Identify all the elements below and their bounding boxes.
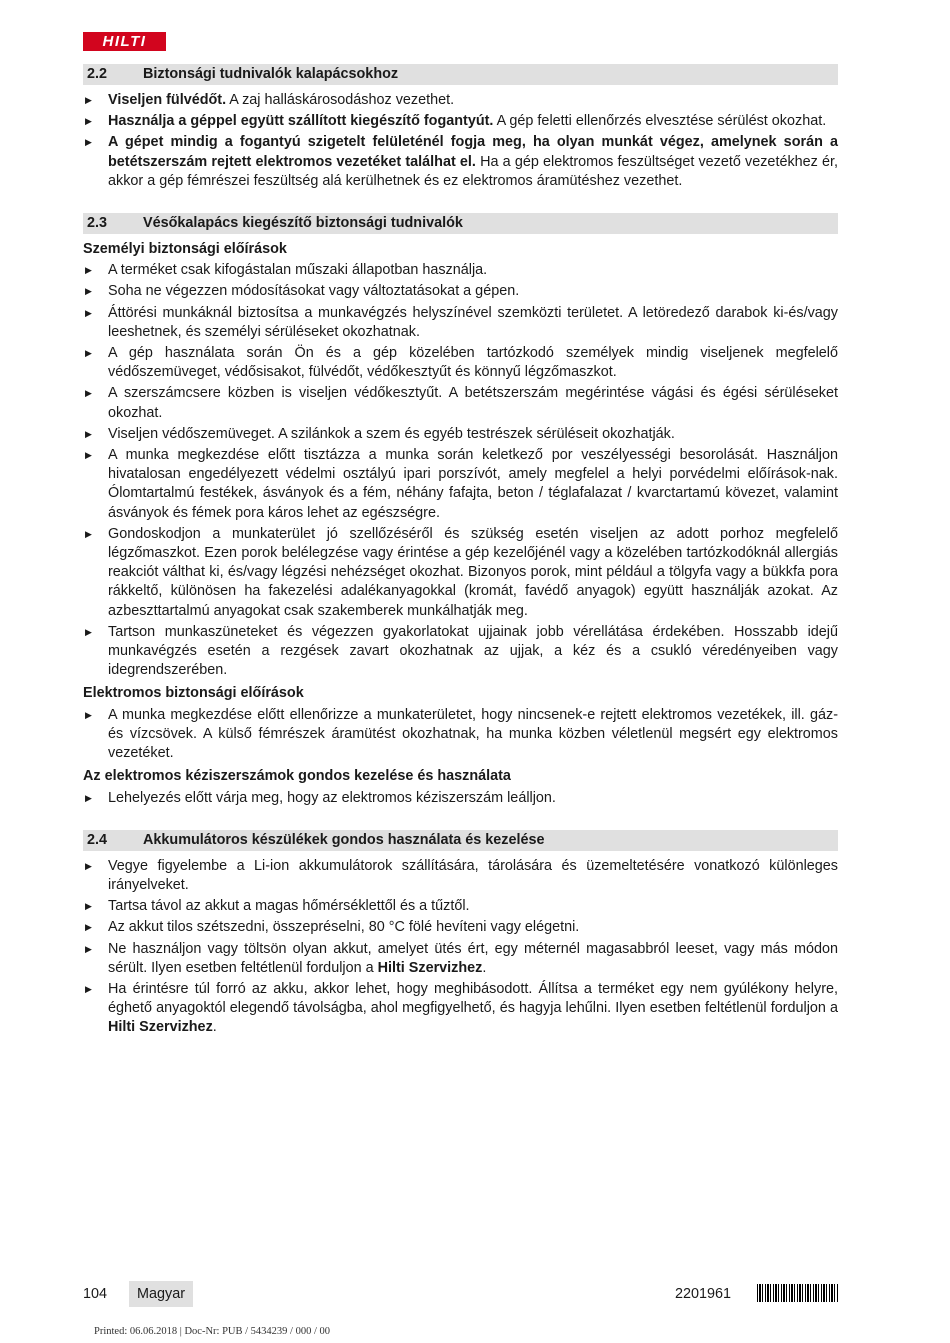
list-item [83,133,838,191]
item-text: Ha a gép elektromos feszültséget vezető vezetékhez ér, akkor a gép fémrészei feszültség alá kerülhetnek és ez elektromos áramütéshez vezethet. [108,153,838,189]
list-item [83,384,838,422]
item-bold-text: Hilti Szervizhez [377,959,483,976]
bullet-icon: ▶ [85,709,92,720]
item-text: Gondoskodjon a munkaterület jó szellőzéséről és szükség esetén viseljen az adott porhoz megfelelő légzőmaszkot. Ezen porok belélegzése vagy érintése a gép kezelőjénél vagy a közelében tartózkodóknál allergiás reakciót válthat ki, és/vagy légzési nehézséget okozhat. Bizonyos porok, mint például a tölgyfa vagy a bükkfa pora rákkeltő, különösen ha fakezelési adalékanyagokkal (kromát, favédő anyagok) együtt használják azokat. Az azbeszttartalmú anyagokat csak szakemberek munkálhatják meg. [108,525,838,619]
item-text: A gép használata során Ön és a gép közelében tartózkodó személyek mindig viseljenek megfelelő védőszemüveget, védősisakot, fülvédőt, védőkesztyűt és könnyű légzőmaszkot. [108,345,838,381]
list-item [83,112,838,131]
bullet-icon: ▶ [85,116,92,127]
bullet-icon: ▶ [85,922,92,933]
bullet-list [83,261,838,680]
item-text: A gép feletti ellenőrzés elvesztése sérülést okozhat. [493,113,827,130]
item-text: Soha ne végezzen módosításokat vagy változtatásokat a gépen. [108,283,520,300]
item-text: . [482,959,487,976]
item-text: Lehelyezés előtt várja meg, hogy az elektromos kéziszerszám leálljon. [108,789,556,806]
list-item [83,304,838,342]
section-heading-2-3 [83,213,838,234]
bullet-icon: ▶ [85,792,92,803]
bullet-icon: ▶ [85,626,92,637]
bullet-list [83,91,838,191]
bullet-icon: ▶ [85,388,92,399]
bullet-icon: ▶ [85,286,92,297]
document-number: 2201961 [675,1286,732,1302]
print-info: Printed: 06.06.2018 | Doc-Nr: PUB / 5434239 / 000 / 00 [94,1326,331,1337]
item-bold-text: Viseljen fülvédőt. [108,92,227,108]
document-body [83,64,838,1040]
list-item [83,91,838,110]
hilti-logo: HILTI [83,32,166,51]
item-text: Viseljen védőszemüveget. A szilánkok a szem és egyéb testrészek sérüléseit okozhatják. [108,425,675,442]
list-item [83,623,838,681]
item-bold-text: A gépet mindig a fogantyú szigetelt felületénél fogja meg, ha olyan munkát végez, amelynek során a betétszerszám rejtett elektromos vezetéket találhat el. [108,134,838,170]
language-label: Magyar [129,1281,193,1307]
item-text: A munka megkezdése előtt ellenőrizze a munkaterületet, hogy nincsenek-e rejtett elektromos vezetékek, ill. gáz- és vízcsövek. A külső fémrészek áramütést okozhatnak, ha munka közben véletlenül megsért egy elektromos vezetéket. [108,706,838,762]
bullet-icon: ▶ [85,943,92,954]
section-number: 2.2 [87,66,108,82]
section-heading-2-4 [83,830,838,851]
section-number: 2.3 [87,215,108,232]
list-item [83,706,838,764]
list-item [83,261,838,280]
barcode-image [757,1284,838,1302]
bullet-icon: ▶ [85,265,92,276]
item-text: . [212,1019,217,1036]
item-text: Ne használjon vagy töltsön olyan akkut, amelyet ütés ért, egy méternél magasabbról leeset, vagy más módon sérült. Ilyen esetben feltétlenül forduljon a [108,940,838,976]
page-footer [83,1281,838,1307]
list-item [83,525,838,621]
section-title: Akkumulátoros készülékek gondos használata és kezelése [143,831,545,848]
bullet-icon: ▶ [85,307,92,318]
item-text: A zaj halláskárosodáshoz vezethet. [226,92,455,108]
item-text: A terméket csak kifogástalan műszaki állapotban használja. [108,262,488,279]
item-text: Az akkut tilos szétszedni, összepréselni, 80 °C fölé hevíteni vagy elégetni. [108,919,580,936]
list-item [83,940,838,978]
bullet-list [83,857,838,1038]
list-item [83,446,838,523]
bullet-icon: ▶ [85,348,92,359]
list-item [83,425,838,444]
list-item [83,857,838,895]
list-item [83,918,838,937]
bullet-icon: ▶ [85,901,92,912]
section-title: Biztonsági tudnivalók kalapácsokhoz [143,66,399,82]
list-item [83,980,838,1038]
bullet-icon: ▶ [85,428,92,439]
list-item [83,282,838,301]
item-text: Ha érintésre túl forró az akku, akkor lehet, hogy meghibásodott. Állítsa a terméket egy nem gyúlékony helyre, éghető anyagoktól elegendő távolságba, ahol megfigyelhető, és hagyja lehűlni. Ilyen esetben feltétlenül forduljon a [108,980,838,1017]
item-text: A munka megkezdése előtt tisztázza a munka során keletkező por veszélyességi besorolását. Használjon hivatalosan engedélyezett védelmi osztályú ipari porszívót, amely megfelel a helyi porvédelmi előírások-nak. Ólomtartalmú festékek, ásványok és a fém, néhány fafajta, beton / téglafalazat / kvarctartamú kövezet, valamint ásványok és fémek pora káros lehet az egészségre. [108,447,838,521]
list-item [83,897,838,916]
list-item [83,344,838,382]
subsection-heading: Az elektromos kéziszerszámok gondos kezelése és használata [83,768,511,785]
bullet-icon: ▶ [85,860,92,871]
bullet-list [83,706,838,764]
section-title: Vésőkalapács kiegészítő biztonsági tudnivalók [143,215,463,232]
bullet-icon: ▶ [85,528,92,539]
list-item [83,789,838,808]
item-text: Tartson munkaszüneteket és végezzen gyakorlatokat ujjainak jobb vérellátása érdekében. Hosszabb idejű munkavégzés esetén a rezgések zavart okozhatnak az ujjak, a kéz és a csukló véredényeiben vagy idegrendszerében. [108,623,838,679]
item-text: Vegye figyelembe a Li-ion akkumulátorok szállítására, tárolására és üzemeltetésére vonatkozó különleges irányelveket. [108,857,838,893]
section-heading-2-2 [83,64,838,85]
section-number: 2.4 [87,831,108,848]
item-bold-text: Használja a géppel együtt szállított kiegészítő fogantyút. [108,113,494,130]
subsection-heading: Személyi biztonsági előírások [83,241,287,258]
bullet-icon: ▶ [85,450,92,461]
item-text: Áttörési munkáknál biztosítsa a munkavégzés helyszínével szemközti területet. A letöredező darabok ki-és/vagy leeshetnek, és személyi sérüléseket okozhatnak. [108,304,838,340]
bullet-icon: ▶ [85,95,92,105]
item-bold-text: Hilti Szervizhez [108,1019,213,1036]
item-text: A szerszámcsere közben is viseljen védőkesztyűt. A betétszerszám megérintése vágási és égési sérüléseket okozhat. [108,385,838,421]
bullet-list [83,789,838,808]
page-number: 104 [83,1286,108,1302]
bullet-icon: ▶ [85,137,92,148]
item-text: Tartsa távol az akkut a magas hőmérséklettől és a tűztől. [108,898,470,915]
bullet-icon: ▶ [85,983,92,994]
subsection-heading: Elektromos biztonsági előírások [83,685,304,702]
